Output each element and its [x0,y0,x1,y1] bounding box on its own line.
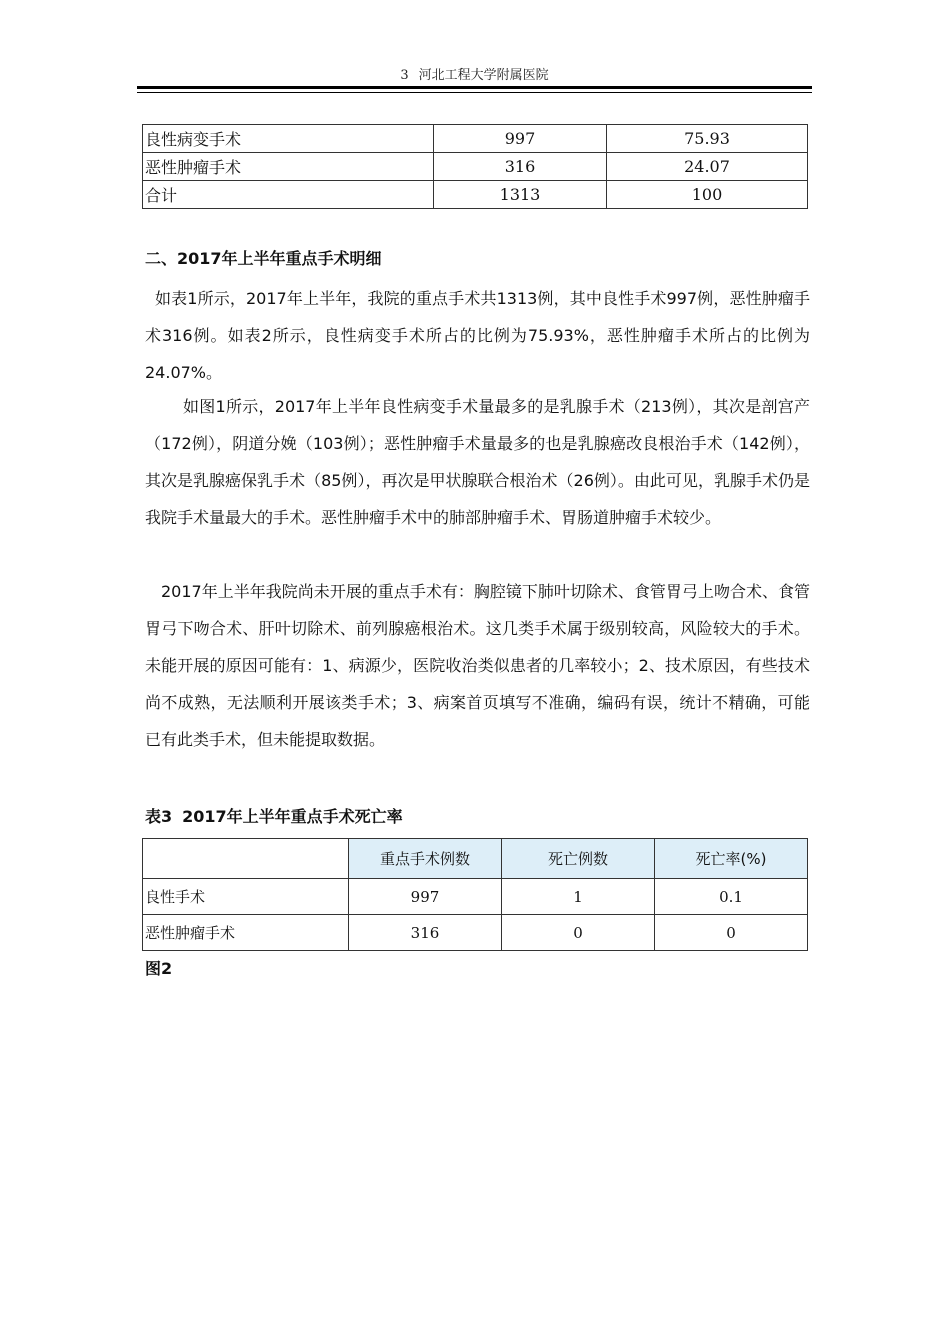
table-cell: 316 [349,915,502,951]
table-caption-title: 2017年上半年重点手术死亡率 [182,807,403,826]
table-cell: 恶性肿瘤手术 [143,153,434,181]
table-header-cell [143,839,349,879]
table-cell: 997 [349,879,502,915]
paragraph: 2017年上半年我院尚未开展的重点手术有：胸腔镜下肺叶切除术、食管胃弓上吻合术、食管胃弓下吻合术、肝叶切除术、前列腺癌根治术。这几类手术属于级别较高，风险较大的手术。未能开展的原因可能有：1、病源少，医院收治类似患者的几率较小；2、技术原因，有些技术尚不成熟，无法顺利开展该类手术；3、病案首页填写不准确，编码有误，统计不精确，可能已有此类手术，但未能提取数据。 [145,582,810,749]
table-row [143,125,808,153]
table-cell: 良性病变手术 [143,125,434,153]
table-row [143,153,808,181]
table-cell: 100 [607,181,808,209]
page-number: 3 [400,68,409,83]
paragraph: 如图1所示，2017年上半年良性病变手术量最多的是乳腺手术（213例），其次是剖宫产（172例），阴道分娩（103例）；恶性肿瘤手术量最多的也是乳腺癌改良根治手术（142例），其次是乳腺癌保乳手术（85例），再次是甲状腺联合根治术（26例）。由此可见，乳腺手术仍是我院手术量最大的手术。恶性肿瘤手术中的肺部肿瘤手术、胃肠道肿瘤手术较少。 [145,397,810,527]
table-header-row [143,839,808,879]
table-row [143,181,808,209]
table-caption-label: 表3 [145,807,173,826]
table-cell: 1 [502,879,655,915]
header-institution: 河北工程大学附属医院 [418,68,549,83]
table-row [143,915,808,951]
table-header-cell: 死亡率(%) [655,839,808,879]
section-heading: 二、2017年上半年重点手术明细 [145,249,382,268]
table-cell: 0 [655,915,808,951]
table-row [143,879,808,915]
table-header-cell: 死亡例数 [502,839,655,879]
table-cell: 0 [502,915,655,951]
table-cell: 恶性肿瘤手术 [143,915,349,951]
table-cell: 997 [434,125,607,153]
page-header [137,64,812,83]
table-cell: 良性手术 [143,879,349,915]
header-rule-thin [137,92,812,93]
figure-label: 图2 [145,959,173,978]
table-cell: 合计 [143,181,434,209]
table-cell: 24.07 [607,153,808,181]
paragraph: 如表1所示，2017年上半年，我院的重点手术共1313例，其中良性手术997例，恶性肿瘤手术316例。如表2所示，良性病变手术所占的比例为75.93%，恶性肿瘤手术所占的比例为24.07%。 [145,289,810,382]
table-cell: 316 [434,153,607,181]
mortality-table [142,838,808,951]
table-cell: 0.1 [655,879,808,915]
surgery-ratio-table [142,124,808,209]
header-rule-thick [137,86,812,89]
table-cell: 75.93 [607,125,808,153]
table-cell: 1313 [434,181,607,209]
table-caption [145,804,403,827]
table-header-cell: 重点手术例数 [349,839,502,879]
